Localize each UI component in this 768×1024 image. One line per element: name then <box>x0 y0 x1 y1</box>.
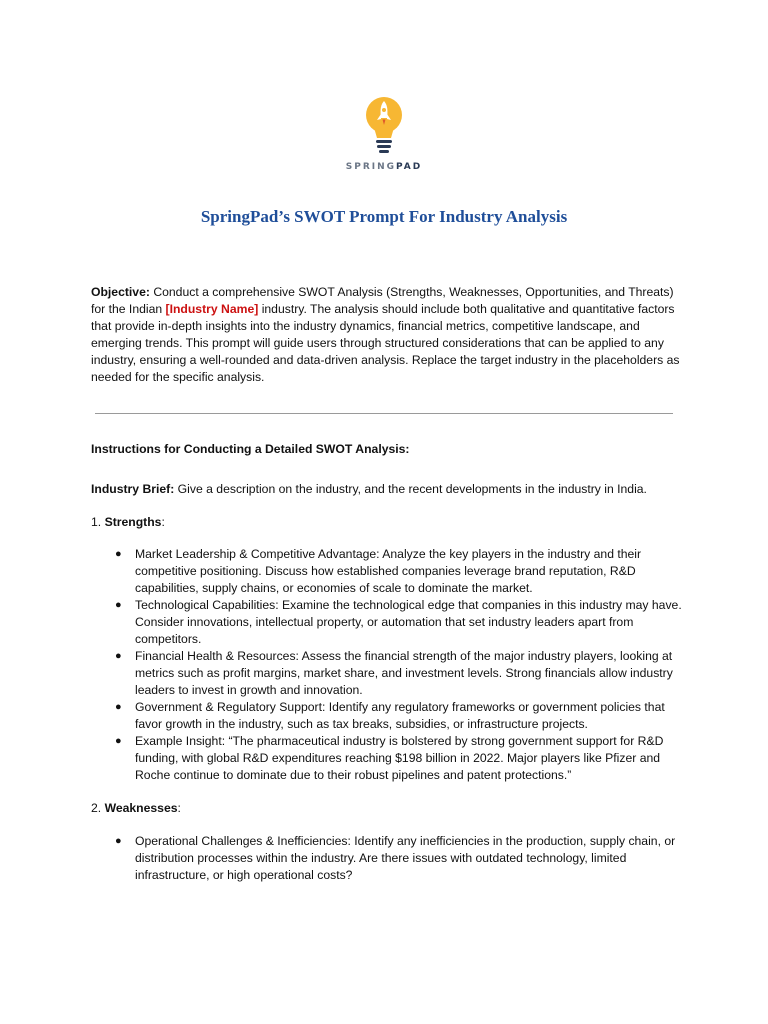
list-item-text: Example Insight: “The pharmaceutical industry is bolstered by strong government support for R&D funding, with global R&D expenditures reaching $198 billion in 2022. Major players like Pfizer and Roche continue to dominate due to their robust pipelines and patent protections.” <box>135 734 664 782</box>
bullet-icon: ● <box>115 835 122 847</box>
strengths-suffix: : <box>161 515 165 529</box>
page-title: SpringPad’s SWOT Prompt For Industry Analysis <box>200 207 568 226</box>
industry-brief-text: Give a description on the industry, and the recent developments in the industry in India. <box>174 482 647 496</box>
list-item-text: Government & Regulatory Support: Identify any regulatory frameworks or government policies that favor growth in the industry, such as tax breaks, subsidies, or infrastructure projects. <box>135 700 665 731</box>
weaknesses-list <box>91 833 691 884</box>
industry-brief-paragraph <box>91 481 685 498</box>
objective-label: Objective: <box>91 285 150 299</box>
strengths-list <box>91 546 691 784</box>
list-item-text: Financial Health & Resources: Assess the financial strength of the major industry players, looking at metrics such as profit margins, market share, and investment levels. Strong financials allow industry leaders to invest in growth and innovation. <box>135 649 673 697</box>
instructions-heading <box>91 441 685 458</box>
list-item-text: Operational Challenges & Inefficiencies: Identify any inefficiencies in the production, supply chain, or distribution processes within the industry. Are there issues with outdated technology, limited infrastructure, or high operational costs? <box>135 834 676 882</box>
weaknesses-heading <box>91 800 685 817</box>
bullet-icon: ● <box>115 599 122 611</box>
instructions-heading-text: Instructions for Conducting a Detailed SWOT Analysis: <box>91 442 410 456</box>
list-item <box>91 597 691 648</box>
list-item <box>91 546 691 597</box>
weaknesses-label: Weaknesses <box>104 801 178 815</box>
bullet-icon: ● <box>115 650 122 662</box>
strengths-number: 1. <box>91 515 105 529</box>
bullet-icon: ● <box>115 701 122 713</box>
lightbulb-rocket-icon <box>364 94 404 160</box>
objective-text-after: industry. The analysis should include both qualitative and quantitative factors that provide in-depth insights into the industry dynamics, financial metrics, competitive landscape, and emerging trends. This prompt will guide users through structured considerations that can be applied to any industry, ensuring a well-rounded and data-driven analysis. Replace the target industry in the placeholders as needed for the specific analysis. <box>91 302 680 384</box>
industry-name-placeholder: [Industry Name] <box>165 302 259 316</box>
weaknesses-suffix: : <box>177 801 181 815</box>
list-item <box>91 699 691 733</box>
logo-wordmark <box>0 162 768 172</box>
objective-paragraph <box>91 284 685 386</box>
strengths-label: Strengths <box>104 515 162 529</box>
objective-text-before: Conduct a comprehensive SWOT Analysis (Strengths, Weaknesses, Opportunities, and Threats) for the Indian <box>91 285 674 316</box>
list-item <box>91 833 691 884</box>
springpad-logo <box>0 94 768 172</box>
list-item <box>91 733 691 784</box>
list-item <box>91 648 691 699</box>
list-item-text: Market Leadership & Competitive Advantage: Analyze the key players in the industry and their competitive positioning. Discuss how established companies leverage brand reputation, R&D capabilities, supply chains, or economies of scale to dominate the market. <box>135 547 642 595</box>
section-divider <box>95 413 673 414</box>
industry-brief-label: Industry Brief: <box>91 482 175 496</box>
logo-wordmark-spring: SPRING <box>345 162 397 172</box>
strengths-heading <box>91 514 685 531</box>
bullet-icon: ● <box>115 735 122 747</box>
list-item-text: Technological Capabilities: Examine the technological edge that companies in this industry may have. Consider innovations, intellectual property, or automation that set industry leaders apart from competitors. <box>135 598 682 646</box>
logo-wordmark-pad: PAD <box>396 162 423 172</box>
weaknesses-number: 2. <box>91 801 105 815</box>
bullet-icon: ● <box>115 548 122 560</box>
